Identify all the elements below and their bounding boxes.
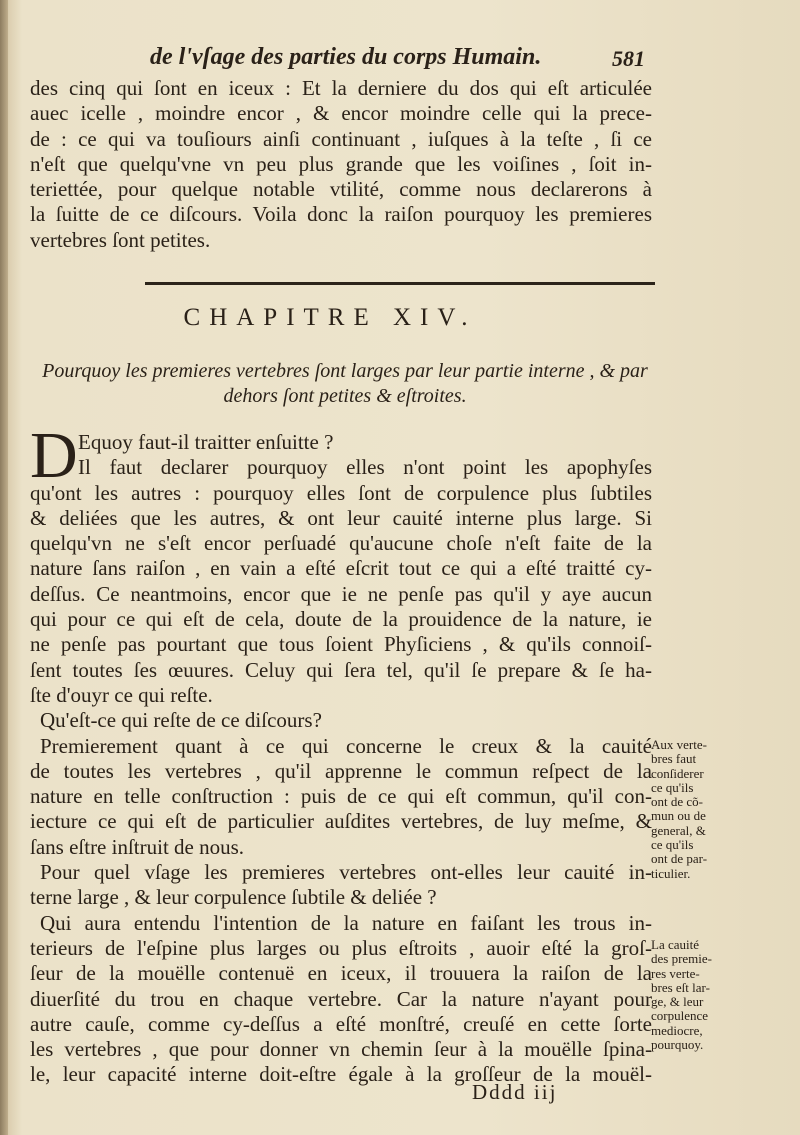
- text-line: nature en telle conſtruction : puis de ce qui eſt commun, qu'il con-: [30, 784, 652, 809]
- text-line: auec icelle , moindre encor , & encor moindre celle qui la prece-: [30, 101, 652, 126]
- drop-cap: D: [30, 419, 78, 492]
- margin-note-line: corpulence: [651, 1008, 709, 1024]
- binding-gutter: [0, 0, 8, 1135]
- text-line: ne penſe pas pourtant que tous ſoient Phyſiciens , & qu'ils connoiſ-: [30, 632, 652, 657]
- text-line: teriettée, pour quelque notable vtilité, comme nous declarerons à: [30, 177, 652, 202]
- margin-note-line: general, &: [651, 822, 706, 838]
- text-line: de : ce qui va touſiours ainſi continuant , iuſques à la teſte , ſi ce: [30, 126, 652, 151]
- text-line: Qui aura entendu l'intention de la nature en faiſant les trous in-: [40, 910, 652, 935]
- text-line: ſent toutes ſes œuures. Celuy qui ſera tel, qu'il ſe prepare & ſe ha-: [30, 657, 652, 682]
- text-line: de toutes les vertebres , qu'il apprenne le commun reſpect de la: [30, 758, 652, 783]
- margin-note-line: res verte-: [651, 965, 700, 981]
- text-line: vertebres ſont petites.: [30, 227, 211, 252]
- margin-note-line: ge, & leur: [651, 994, 704, 1010]
- text-line: Equoy faut-il traitter enſuitte ?: [78, 430, 334, 454]
- margin-note-line: ticulier.: [651, 865, 691, 881]
- text-line: n'eſt que quelqu'vne vn peu plus grande que les voiſines , ſoit in-: [30, 151, 652, 176]
- text-line: des cinq qui ſont en iceux : Et la derniere du dos qui eſt articulée: [30, 76, 652, 100]
- margin-note-line: Aux verte-: [651, 737, 707, 752]
- margin-note-cavity: [651, 938, 761, 1052]
- text-line: ſte d'ouyr ce qui reſte.: [30, 682, 213, 707]
- text-line: le, leur capacité interne doit-eſtre égale à la groſſeur de la mouël-: [30, 1062, 652, 1087]
- margin-note-line: pourquoy.: [651, 1037, 704, 1053]
- chapter-title: CHAPITRE XIV.: [183, 304, 477, 331]
- text-line: terne large , & leur corpulence ſubtile & deliée ?: [30, 885, 437, 910]
- margin-note-line: ce qu'ils: [651, 779, 694, 795]
- section-divider: [145, 282, 655, 285]
- text-line: les vertebres , que pour donner vn chemin ſeur à la mouëlle ſpina-: [30, 1037, 652, 1062]
- text-line: ſans eſtre inſtruit de nous.: [30, 834, 245, 859]
- text-line: diuerſité du trou en chaque vertebre. Car la nature n'ayant pour: [30, 986, 652, 1011]
- text-line: Qu'eſt-ce qui reſte de ce diſcours?: [40, 708, 322, 733]
- top-paragraph: [30, 76, 652, 253]
- text-line: qu'ont les autres : pourquoy elles ſont de corpulence plus ſubtiles: [30, 480, 652, 505]
- text-line: la ſuitte de ce diſcours. Voila donc la raiſon pourquoy les premieres: [30, 202, 652, 227]
- page-number: 581: [612, 46, 645, 71]
- margin-note-vertebrae: [651, 738, 761, 881]
- margin-note-line: La cauité: [651, 937, 699, 952]
- text-line: deſſus. Ce neantmoins, encor que ie ne penſe pas qu'il y aye aucun: [30, 581, 652, 606]
- text-line: Il faut declarer pourquoy elles n'ont point les apophyſes: [78, 455, 652, 480]
- chapter-subtitle-line: Pourquoy les premieres vertebres ſont larges par leur partie interne , & par: [42, 360, 648, 382]
- text-line: & deliées que les autres, & ont leur cauité interne plus large. Si: [30, 505, 652, 530]
- margin-note-line: des premie-: [651, 951, 713, 967]
- margin-note-line: ont de par-: [651, 851, 708, 867]
- margin-note-line: ce qu'ils: [651, 837, 694, 853]
- text-line: terieurs de l'eſpine plus larges ou plus eſtroits , auoir eſté la groſ-: [30, 935, 652, 960]
- text-line: quelqu'vn ne s'eſt encor perſuadé qu'aucune choſe n'eſt faite de la: [30, 531, 652, 556]
- signature-mark: Dddd iij: [472, 1080, 558, 1104]
- text-line: ſeur de la mouëlle contenuë en iceux, il trouuera la raiſon de la: [30, 961, 652, 986]
- text-line: autre cauſe, comme cy-deſſus a eſté monſtré, creuſé en cette ſorte: [30, 1011, 652, 1036]
- text-line: Premierement quant à ce qui concerne le creux & la cauité: [40, 733, 652, 758]
- chapter-body: [30, 430, 652, 1088]
- margin-note-line: ont de cõ-: [651, 794, 703, 810]
- margin-note-line: mediocre,: [651, 1022, 703, 1038]
- text-line: nature ſans raiſon , en vain a eſté eſcrit tout ce qui a eſté traitté cy-: [30, 556, 652, 581]
- running-head: de l'vſage des parties du corps Humain.: [150, 44, 542, 70]
- text-line: Pour quel vſage les premieres vertebres ont-elles leur cauité in-: [40, 860, 652, 885]
- text-line: qui pour ce qui eſt de cela, doute de la prouidence de la nature, ie: [30, 607, 652, 632]
- margin-note-line: bres eſt lar-: [651, 979, 710, 995]
- margin-note-line: conſiderer: [651, 765, 704, 781]
- text-line: iecture ce qui eſt de particulier auſdites vertebres, de luy meſme, &: [30, 809, 652, 834]
- margin-note-line: bres faut: [651, 751, 697, 767]
- margin-note-line: mun ou de: [651, 808, 706, 824]
- chapter-subtitle-line: dehors ſont petites & eſtroites.: [223, 385, 467, 407]
